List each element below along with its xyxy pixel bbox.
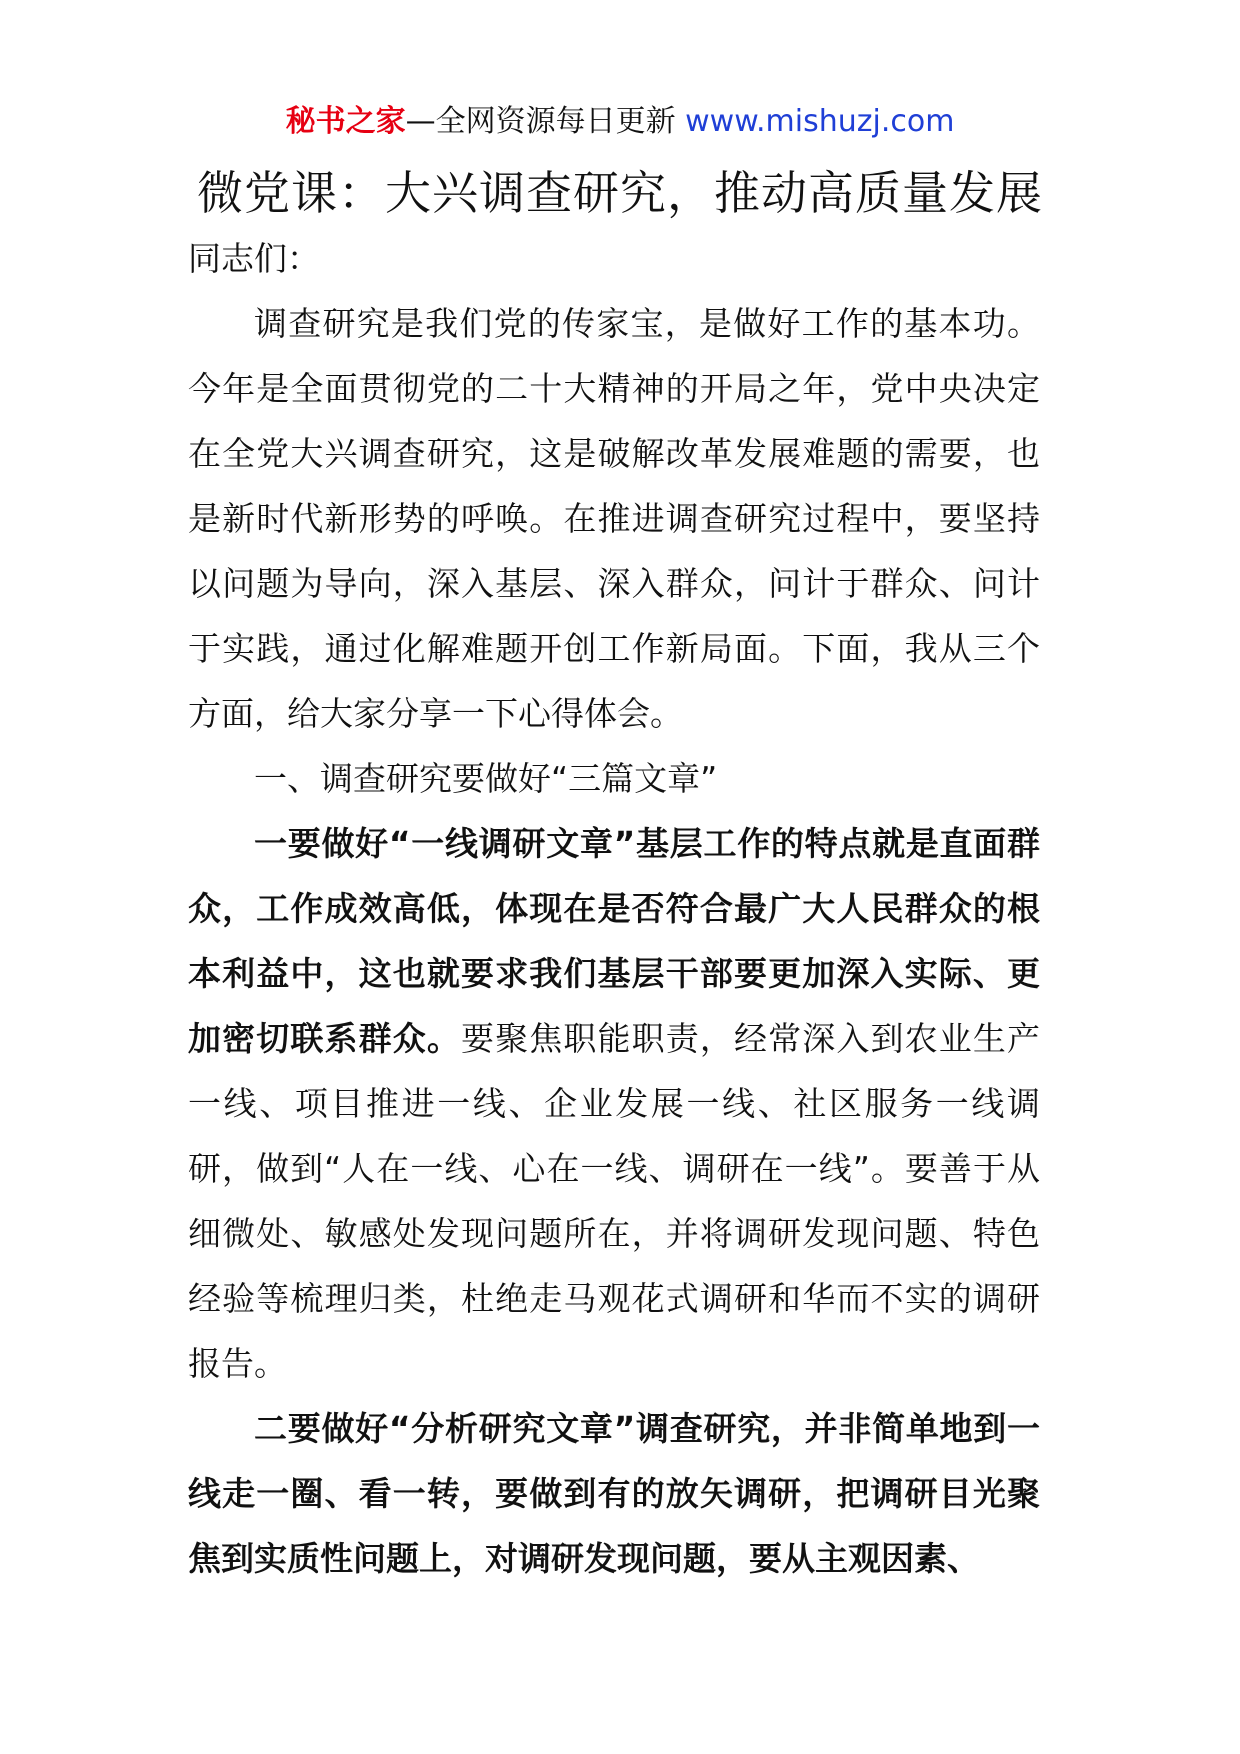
salutation: 同志们： — [188, 239, 320, 278]
site-header — [0, 100, 1240, 144]
document-title: 微党课：大兴调查研究，推动高质量发展 — [197, 166, 1043, 220]
intro-paragraph: 调查研究是我们党的传家宝，是做好工作的基本功。今年是全面贯彻党的二十大精神的开局之年，党中央决定在全党大兴调查研究，这是破解改革发展难题的需要，也是新时代新形势的呼唤。在推进调查研究过程中，要坚持以问题为导向，深入基层、深入群众，问计于群众、问计于实践，通过化解难题开创工作新局面。下面，我从三个方面，给大家分享一下心得体会。 — [188, 304, 1040, 733]
brand-name: 秘书之家 — [285, 104, 406, 139]
section-heading: 一、调查研究要做好“三篇文章” — [254, 759, 718, 798]
paragraph-one-lead: 一要做好“一线调研文章”基层工作的特点就是直面群众，工作成效高低，体现在是否符合最广大人民群众的根本利益中，这也就要求我们基层干部要更加深入实际、更加密切联系群众。 — [188, 824, 1040, 1058]
paragraph-one — [188, 811, 1040, 1396]
paragraph-one-body: 要聚焦职能职责，经常深入到农业生产一线、项目推进一线、企业发展一线、社区服务一线调研，做到“人在一线、心在一线、调研在一线”。要善于从细微处、敏感处发现问题所在，并将调研发现问题、特色经验等梳理归类，杜绝走马观花式调研和华而不实的调研报告。 — [188, 1019, 1040, 1383]
header-tagline: —全网资源每日更新 — [405, 104, 676, 139]
document-body — [188, 226, 1040, 1591]
site-url-link[interactable]: www.mishuzj.com — [685, 104, 955, 139]
paragraph-two: 二要做好“分析研究文章”调查研究，并非简单地到一线走一圈、看一转，要做到有的放矢调研，把调研目光聚焦到实质性问题上，对调研发现问题，要从主观因素、 — [188, 1409, 1040, 1578]
